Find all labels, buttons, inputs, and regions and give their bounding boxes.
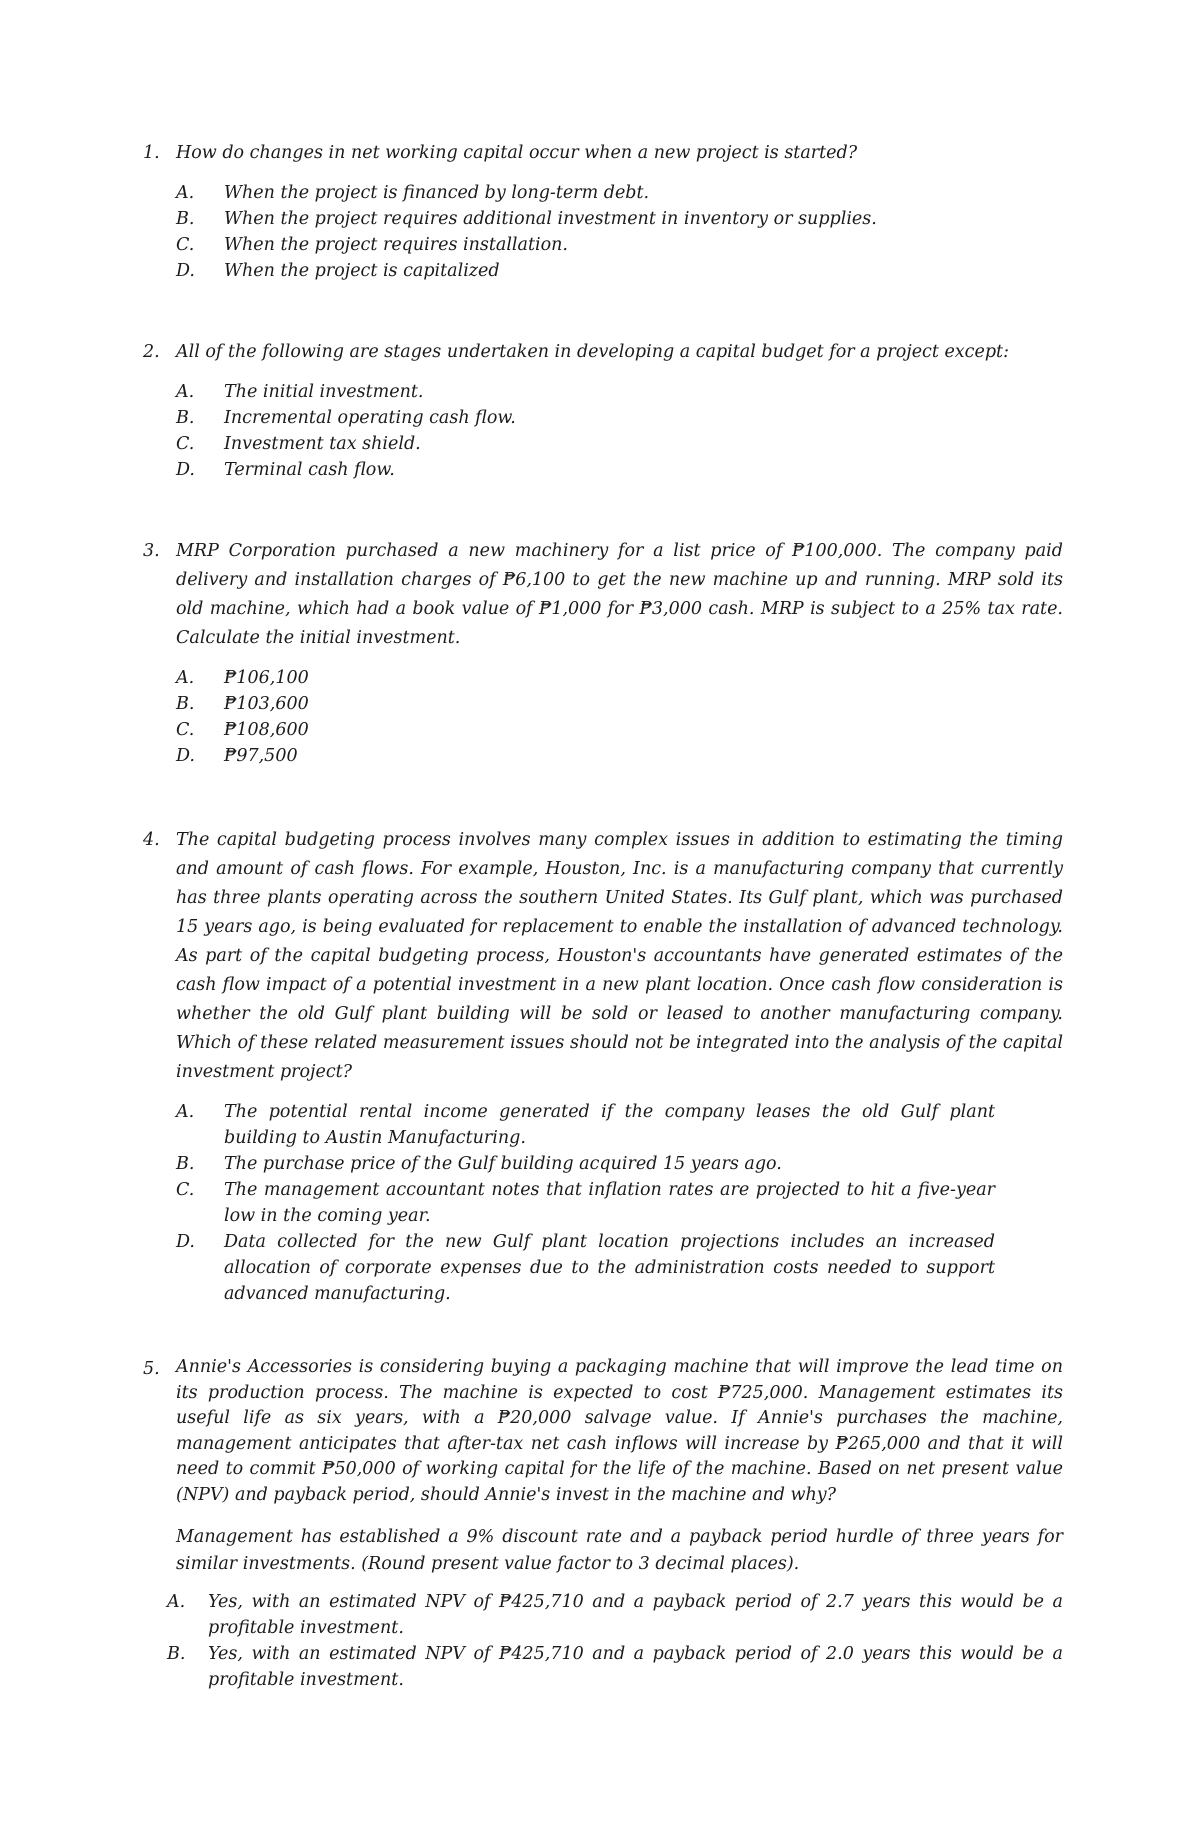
question-text: The capital budgeting process involves many complex issues in addition to estimating the timing and amount of cash flows. For example, Houston, Inc. is a manufacturing company that currently has three plants operating across the southern United States. Its Gulf plant, which was purchased 15 years ago, is being evaluated for replacement to enable the installation of advanced technology. As part of the capital budgeting process, Houston's accountants have generated estimates of the cash flow impact of a potential investment in a new plant location. Once cash flow consideration is whether the old Gulf plant building will be sold or leased to another manufacturing company. Which of these related measurement issues should not be integrated into the analysis of the capital investment project? bbox=[176, 830, 1063, 1082]
option-text: ₱106,100 bbox=[224, 668, 309, 688]
option-letter: B. bbox=[176, 209, 195, 229]
option-c bbox=[143, 717, 1063, 743]
question-number: 2. bbox=[143, 342, 160, 362]
option-b bbox=[143, 1151, 1063, 1177]
option-letter: A. bbox=[167, 1592, 186, 1612]
option-text: The potential rental income generated if the company leases the old Gulf plant building to Austin Manufacturing. bbox=[224, 1102, 995, 1148]
question-5 bbox=[143, 1355, 1063, 1693]
option-c bbox=[143, 232, 1063, 258]
question-text: How do changes in net working capital occur when a new project is started? bbox=[176, 143, 858, 163]
option-letter: C. bbox=[176, 434, 195, 454]
option-letter: D. bbox=[176, 1232, 195, 1252]
option-a bbox=[143, 1099, 1063, 1151]
question-text: All of the following are stages undertaken in developing a capital budget for a project except: bbox=[176, 342, 1009, 362]
option-a bbox=[143, 180, 1063, 206]
option-text: ₱97,500 bbox=[224, 746, 298, 766]
question-4 bbox=[143, 826, 1063, 1307]
option-text: The management accountant notes that inflation rates are projected to hit a five-year low in the coming year. bbox=[224, 1180, 995, 1226]
question-note: Management has established a 9% discount rate and a payback period hurdle of three years for similar investments. (Round present value factor to 3 decimal places). bbox=[176, 1527, 1063, 1574]
option-letter: D. bbox=[176, 746, 195, 766]
option-text: Yes, with an estimated NPV of ₱425,710 and a payback period of 2.0 years this would be a profitable investment. bbox=[208, 1644, 1063, 1690]
option-text: When the project is capitalized bbox=[224, 261, 500, 281]
option-text: Investment tax shield. bbox=[224, 434, 421, 454]
option-letter: D. bbox=[176, 261, 195, 281]
option-text: When the project requires additional investment in inventory or supplies. bbox=[224, 209, 877, 229]
question-text: Annie's Accessories is considering buying a packaging machine that will improve the lead time on its production process. The machine is expected to cost ₱725,000. Management estimates its useful life as six years, with a ₱20,000 salvage value. If Annie's purchases the machine, management anticipates that after-tax net cash inflows will increase by ₱265,000 and that it will need to commit ₱50,000 of working capital for the life of the machine. Based on net present value (NPV) and payback period, should Annie's invest in the machine and why? bbox=[176, 1357, 1063, 1505]
option-letter: C. bbox=[176, 235, 195, 255]
question-number: 5. bbox=[143, 1359, 160, 1379]
question-number: 4. bbox=[143, 830, 160, 850]
option-letter: A. bbox=[176, 183, 195, 203]
options-list bbox=[143, 665, 1063, 769]
option-b bbox=[143, 206, 1063, 232]
option-d bbox=[143, 258, 1063, 284]
option-text: ₱103,600 bbox=[224, 694, 309, 714]
options-list bbox=[143, 1589, 1063, 1693]
option-text: The purchase price of the Gulf building acquired 15 years ago. bbox=[224, 1154, 782, 1174]
option-text: ₱108,600 bbox=[224, 720, 309, 740]
option-d bbox=[143, 1229, 1063, 1307]
option-text: The initial investment. bbox=[224, 382, 424, 402]
question-1 bbox=[143, 139, 1063, 284]
options-list bbox=[143, 379, 1063, 483]
option-text: Terminal cash flow. bbox=[224, 460, 395, 480]
option-letter: C. bbox=[176, 1180, 195, 1200]
option-text: When the project requires installation. bbox=[224, 235, 568, 255]
option-a bbox=[143, 1589, 1063, 1641]
option-a bbox=[143, 665, 1063, 691]
option-text: Yes, with an estimated NPV of ₱425,710 and a payback period of 2.7 years this would be a profitable investment. bbox=[208, 1592, 1063, 1638]
option-text: Data collected for the new Gulf plant location projections includes an increased allocation of corporate expenses due to the administration costs needed to support advanced manufacturing. bbox=[224, 1232, 995, 1304]
question-3 bbox=[143, 537, 1063, 769]
option-letter: D. bbox=[176, 460, 195, 480]
option-b bbox=[143, 1641, 1063, 1693]
question-text: MRP Corporation purchased a new machinery for a list price of ₱100,000. The company paid delivery and installation charges of ₱6,100 to get the new machine up and running. MRP sold its old machine, which had a book value of ₱1,000 for ₱3,000 cash. MRP is subject to a 25% tax rate. Calculate the initial investment. bbox=[176, 541, 1063, 648]
option-c bbox=[143, 431, 1063, 457]
option-letter: C. bbox=[176, 720, 195, 740]
question-number: 1. bbox=[143, 143, 160, 163]
option-text: Incremental operating cash flow. bbox=[224, 408, 516, 428]
option-letter: B. bbox=[176, 1154, 195, 1174]
option-b bbox=[143, 691, 1063, 717]
option-letter: A. bbox=[176, 382, 195, 402]
option-letter: A. bbox=[176, 668, 195, 688]
option-b bbox=[143, 405, 1063, 431]
option-a bbox=[143, 379, 1063, 405]
option-c bbox=[143, 1177, 1063, 1229]
option-letter: B. bbox=[176, 408, 195, 428]
option-letter: B. bbox=[167, 1644, 186, 1664]
option-letter: A. bbox=[176, 1102, 195, 1122]
option-letter: B. bbox=[176, 694, 195, 714]
option-d bbox=[143, 743, 1063, 769]
options-list bbox=[143, 1099, 1063, 1307]
option-d bbox=[143, 457, 1063, 483]
option-text: When the project is financed by long-term debt. bbox=[224, 183, 650, 203]
question-2 bbox=[143, 338, 1063, 483]
question-number: 3. bbox=[143, 541, 160, 561]
options-list bbox=[143, 180, 1063, 284]
